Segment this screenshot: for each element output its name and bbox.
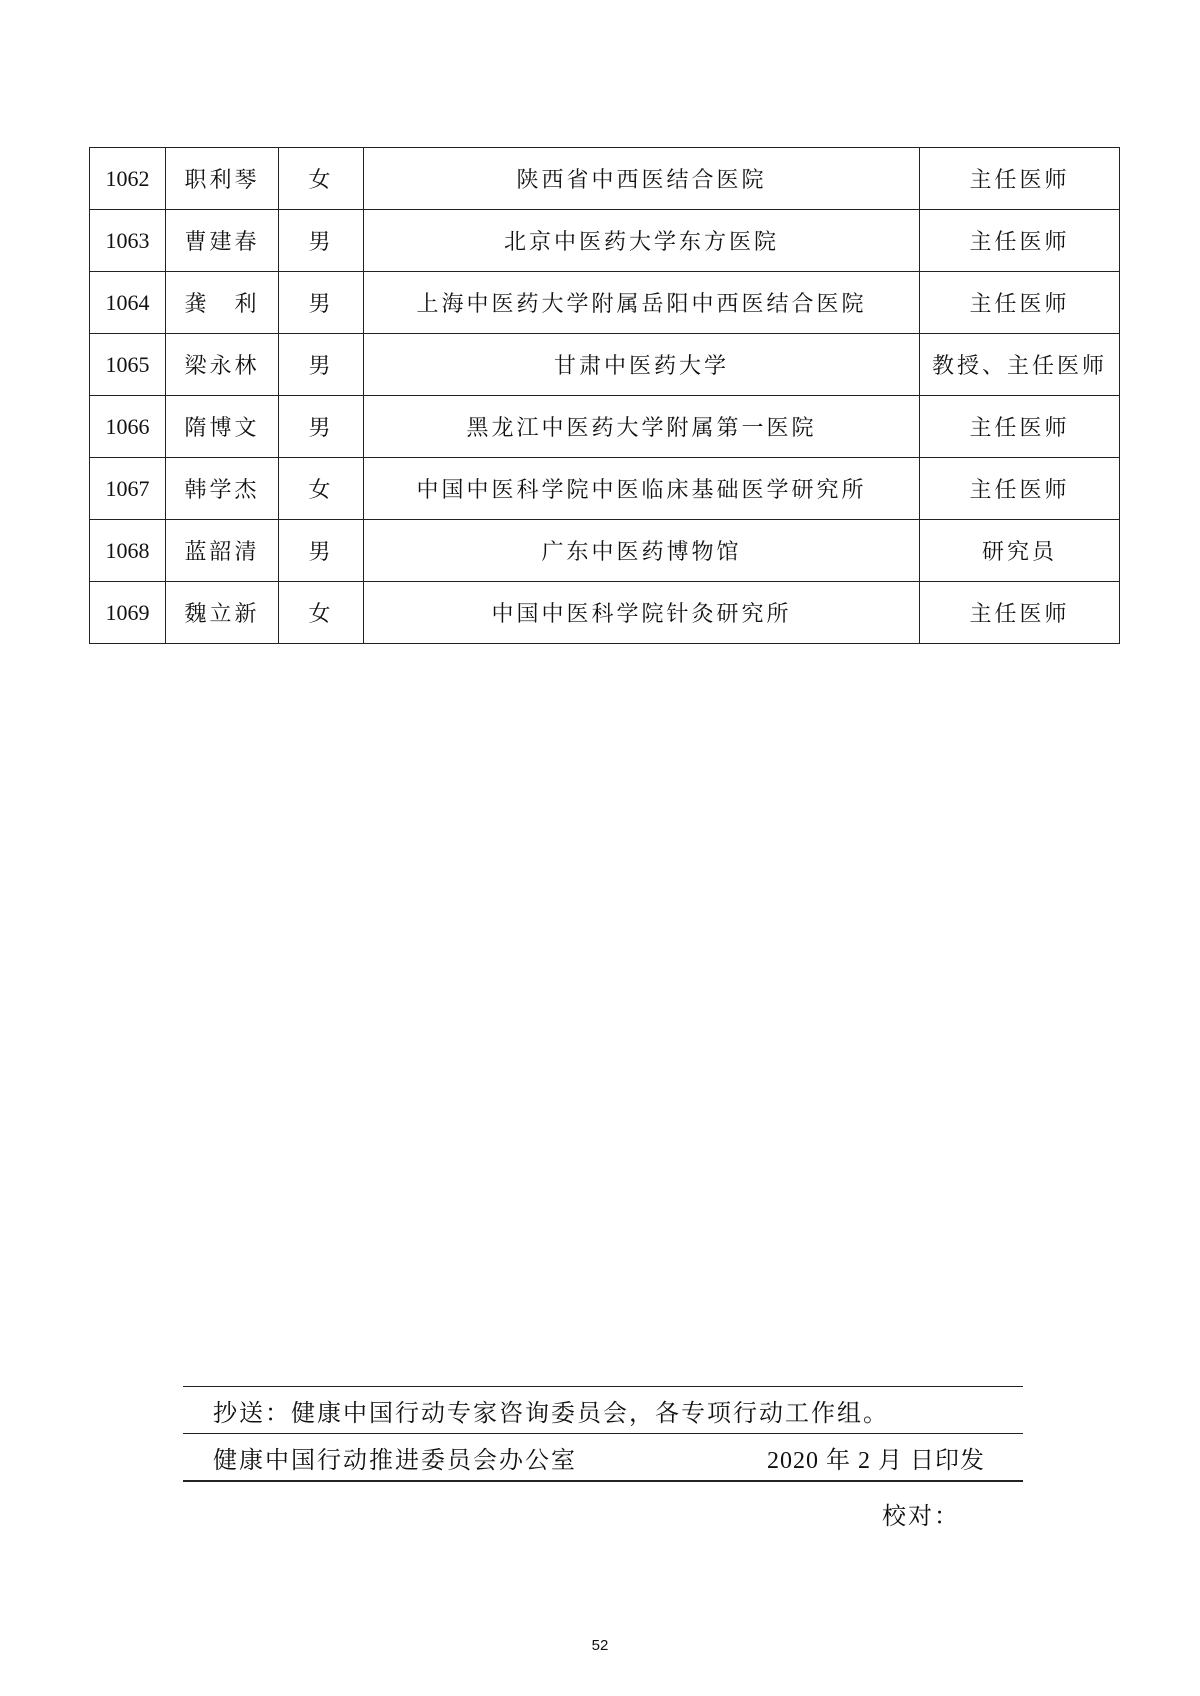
expert-table-body <box>90 148 1120 644</box>
document-footer <box>183 1386 1023 1482</box>
table-row <box>90 210 1120 272</box>
gender-cell: 男 <box>279 520 364 582</box>
gender-cell: 男 <box>279 272 364 334</box>
institution-cell: 黑龙江中医药大学附属第一医院 <box>364 396 920 458</box>
row-number-cell: 1064 <box>90 272 166 334</box>
institution-cell: 广东中医药博物馆 <box>364 520 920 582</box>
gender-cell: 女 <box>279 148 364 210</box>
title-cell: 主任医师 <box>920 396 1120 458</box>
title-cell: 教授、主任医师 <box>920 334 1120 396</box>
footer-bottom-rule <box>183 1480 1023 1482</box>
row-number-cell: 1062 <box>90 148 166 210</box>
name-cell: 曹建春 <box>166 210 279 272</box>
name-cell: 龚 利 <box>166 272 279 334</box>
table-row <box>90 582 1120 644</box>
title-cell: 主任医师 <box>920 272 1120 334</box>
name-cell: 隋博文 <box>166 396 279 458</box>
name-cell: 魏立新 <box>166 582 279 644</box>
institution-cell: 北京中医药大学东方医院 <box>364 210 920 272</box>
row-number-cell: 1068 <box>90 520 166 582</box>
issuer-text: 健康中国行动推进委员会办公室 <box>213 1445 577 1474</box>
title-cell: 研究员 <box>920 520 1120 582</box>
table-row <box>90 396 1120 458</box>
row-number-cell: 1063 <box>90 210 166 272</box>
gender-cell: 女 <box>279 582 364 644</box>
row-number-cell: 1066 <box>90 396 166 458</box>
title-cell: 主任医师 <box>920 582 1120 644</box>
row-number-cell: 1065 <box>90 334 166 396</box>
row-number-cell: 1069 <box>90 582 166 644</box>
name-cell: 韩学杰 <box>166 458 279 520</box>
table-row <box>90 272 1120 334</box>
page-number: 52 <box>591 1637 609 1654</box>
table-row <box>90 148 1120 210</box>
title-cell: 主任医师 <box>920 210 1120 272</box>
issuer-line <box>183 1434 1023 1480</box>
name-cell: 梁永林 <box>166 334 279 396</box>
institution-cell: 中国中医科学院针灸研究所 <box>364 582 920 644</box>
table-row <box>90 334 1120 396</box>
institution-cell: 甘肃中医药大学 <box>364 334 920 396</box>
institution-cell: 上海中医药大学附属岳阳中西医结合医院 <box>364 272 920 334</box>
gender-cell: 男 <box>279 334 364 396</box>
institution-cell: 陕西省中西医结合医院 <box>364 148 920 210</box>
gender-cell: 男 <box>279 210 364 272</box>
institution-cell: 中国中医科学院中医临床基础医学研究所 <box>364 458 920 520</box>
name-cell: 职利琴 <box>166 148 279 210</box>
row-number-cell: 1067 <box>90 458 166 520</box>
title-cell: 主任医师 <box>920 148 1120 210</box>
issue-date: 2020 年 2 月 日印发 <box>767 1447 985 1474</box>
title-cell: 主任医师 <box>920 458 1120 520</box>
proofread-label: 校对： <box>882 1502 960 1530</box>
table-row <box>90 458 1120 520</box>
name-cell: 蓝韶清 <box>166 520 279 582</box>
gender-cell: 男 <box>279 396 364 458</box>
gender-cell: 女 <box>279 458 364 520</box>
cc-line: 抄送：健康中国行动专家咨询委员会，各专项行动工作组。 <box>213 1398 889 1427</box>
table-row <box>90 520 1120 582</box>
expert-table <box>89 147 1120 644</box>
